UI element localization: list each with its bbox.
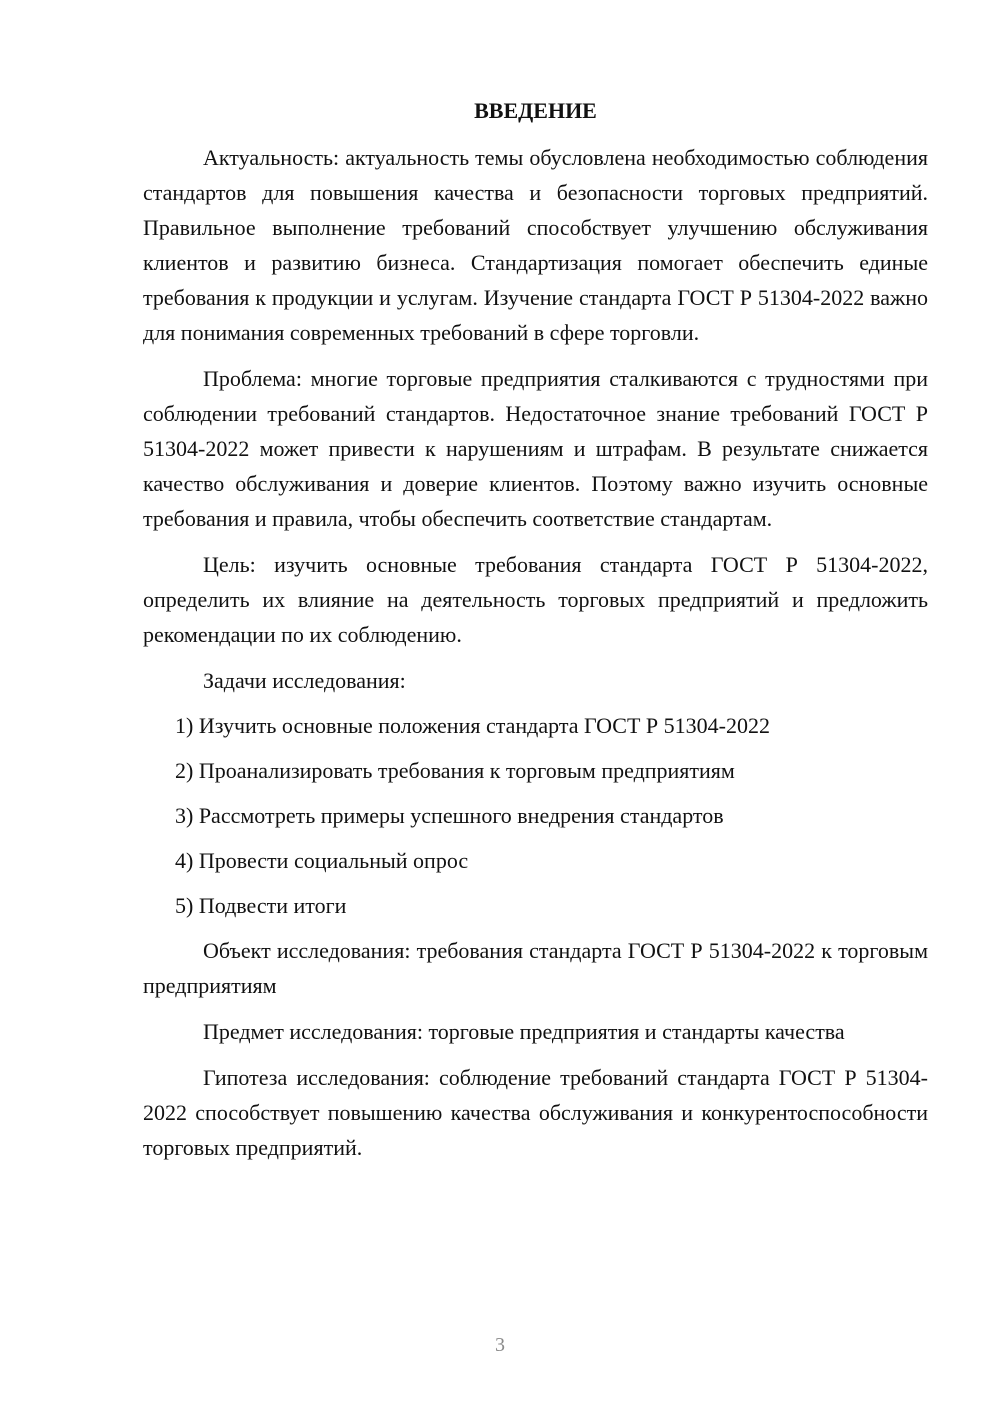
document-body [143,96,928,1176]
paragraph-relevance: Актуальность: актуальность темы обусловлена необходимостью соблюдения стандартов для повышения качества и безопасности торговых предприятий. Правильное выполнение требований способствует улучшению обслуживания клиентов и развитию бизнеса. Стандартизация помогает обеспечить единые требования к продукции и услугам. Изучение стандарта ГОСТ Р 51304-2022 важно для понимания современных требований в сфере торговли. [143,145,928,345]
list-item: 1) Изучить основные положения стандарта ГОСТ Р 51304-2022 [175,713,770,738]
paragraph-hypothesis: Гипотеза исследования: соблюдение требований стандарта ГОСТ Р 51304-2022 способствует повышению качества обслуживания и конкурентоспособности торговых предприятий. [143,1065,928,1160]
paragraph-goal: Цель: изучить основные требования стандарта ГОСТ Р 51304-2022, определить их влияние на деятельность торговых предприятий и предложить рекомендации по их соблюдению. [143,552,928,647]
paragraph-object: Объект исследования: требования стандарта ГОСТ Р 51304-2022 к торговым предприятиям [143,938,928,998]
list-item: 5) Подвести итоги [175,893,347,918]
list-item: 3) Рассмотреть примеры успешного внедрения стандартов [175,803,724,828]
list-item: 2) Проанализировать требования к торговым предприятиям [175,758,735,783]
section-title: ВВЕДЕНИЕ [474,98,597,123]
tasks-list [143,708,928,923]
list-item: 4) Провести социальный опрос [175,848,469,873]
tasks-label: Задачи исследования: [203,668,406,693]
paragraph-problem: Проблема: многие торговые предприятия сталкиваются с трудностями при соблюдении требований стандартов. Недостаточное знание требований ГОСТ Р 51304-2022 может привести к нарушениям и штрафам. В результате снижается качество обслуживания и доверие клиентов. Поэтому важно изучить основные требования и правила, чтобы обеспечить соответствие стандартам. [143,366,928,531]
paragraph-subject: Предмет исследования: торговые предприятия и стандарты качества [203,1019,845,1044]
page-number: 3 [495,1334,505,1356]
